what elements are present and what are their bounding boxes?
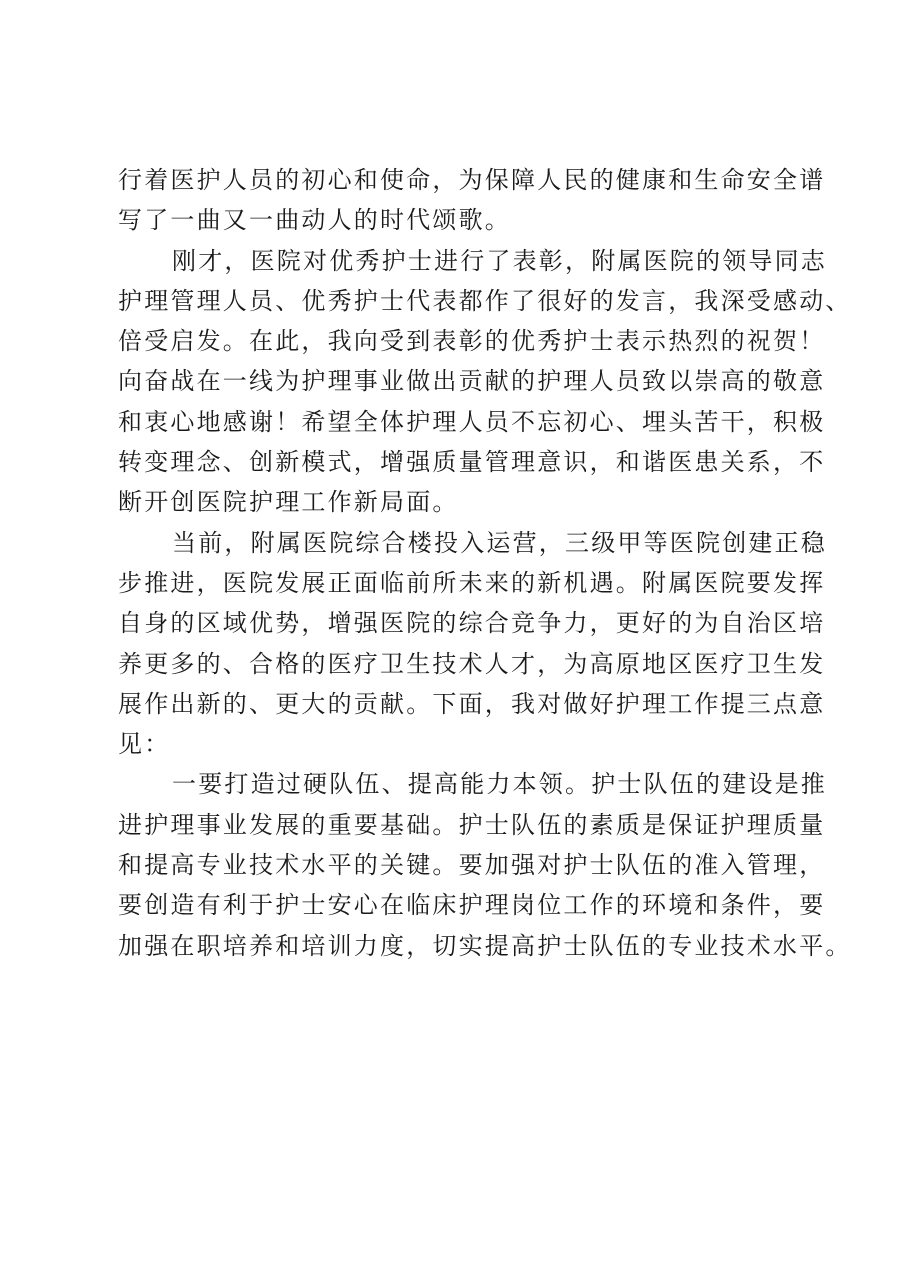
text-line: 步推进，医院发展正面临前所未来的新机遇。附属医院要发挥	[118, 568, 826, 597]
text-line: 和衷心地感谢！希望全体护理人员不忘初心、埋头苦干，积极	[118, 407, 826, 436]
document-body	[118, 160, 852, 966]
text-line: 进护理事业发展的重要基础。护士队伍的素质是保证护理质量	[118, 810, 826, 839]
text-line: 自身的区域优势，增强医院的综合竞争力，更好的为自治区培	[118, 609, 826, 638]
text-line: 断开创医院护理工作新局面。	[118, 488, 459, 517]
paragraph-start-line: 一要打造过硬队伍、提高能力本领。护士队伍的建设是推	[172, 770, 827, 799]
text-line: 养更多的、合格的医疗卫生技术人才，为高原地区医疗卫生发	[118, 649, 826, 678]
text-line: 转变理念、创新模式，增强质量管理意识，和谐医患关系，不	[118, 448, 826, 477]
text-line: 倍受启发。在此，我向受到表彰的优秀护士表示热烈的祝贺！	[118, 327, 826, 356]
text-line: 展作出新的、更大的贡献。下面，我对做好护理工作提三点意	[118, 689, 826, 718]
text-line: 行着医护人员的初心和使命，为保障人民的健康和生命安全谱	[118, 166, 826, 194]
text-line: 写了一曲又一曲动人的时代颂歌。	[118, 206, 511, 235]
text-line: 加强在职培养和培训力度，切实提高护士队伍的专业技术水平。	[118, 931, 852, 960]
text-line: 见：	[118, 730, 171, 759]
text-line: 要创造有利于护士安心在临床护理岗位工作的环境和条件，要	[118, 891, 826, 920]
paragraph-start-line: 当前，附属医院综合楼投入运营，三级甲等医院创建正稳	[172, 528, 827, 557]
text-line: 护理管理人员、优秀护士代表都作了很好的发言，我深受感动、	[118, 286, 852, 315]
text-line: 向奋战在一线为护理事业做出贡献的护理人员致以崇高的敬意	[118, 367, 826, 396]
paragraph-start-line: 刚才，医院对优秀护士进行了表彰，附属医院的领导同志	[172, 246, 827, 275]
text-line: 和提高专业技术水平的关键。要加强对护士队伍的准入管理，	[118, 851, 826, 880]
